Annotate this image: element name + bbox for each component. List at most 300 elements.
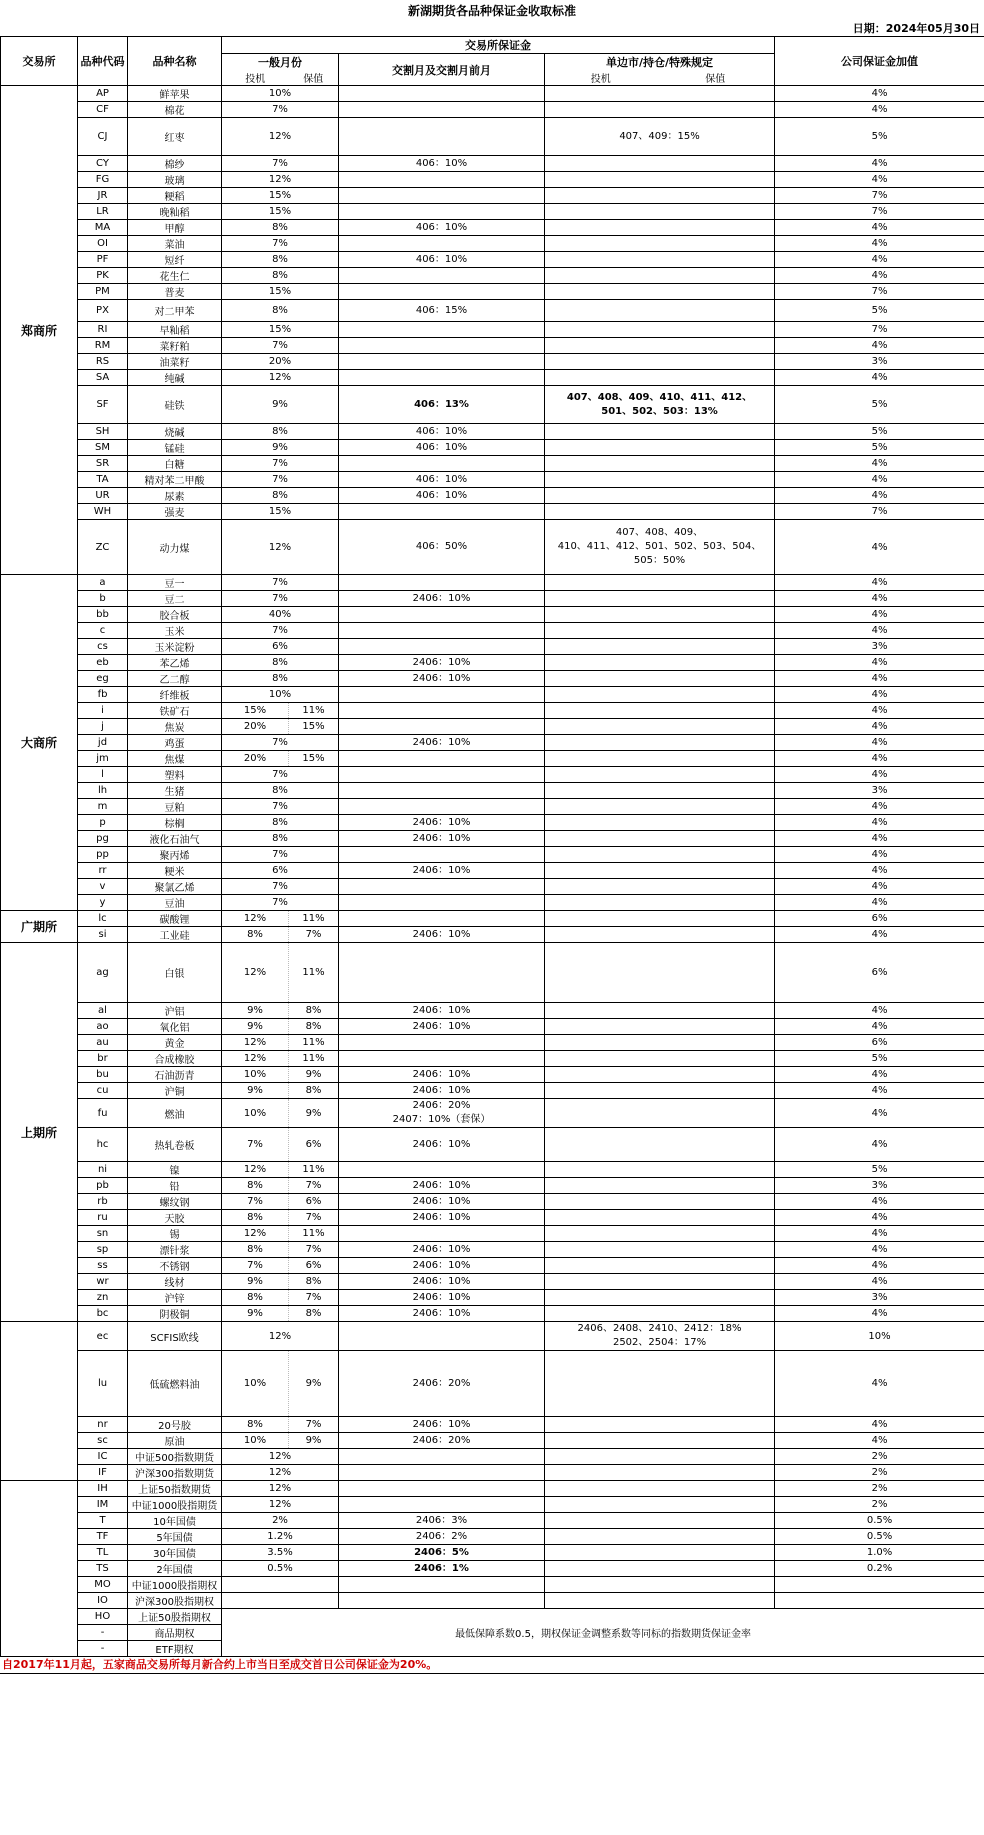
code-cell: ag bbox=[78, 943, 128, 1003]
delivery-margin-cell bbox=[339, 504, 545, 520]
general-margin-cell: 15% bbox=[222, 322, 339, 338]
table-row bbox=[1, 1351, 984, 1417]
table-row bbox=[1, 1433, 984, 1449]
company-add-cell: 0.5% bbox=[775, 1513, 984, 1529]
header-spec-2: 投机 bbox=[545, 70, 657, 86]
delivery-margin-cell bbox=[339, 1035, 545, 1051]
code-cell: y bbox=[78, 895, 128, 911]
code-cell: RI bbox=[78, 322, 128, 338]
name-cell: 沪深300股指期权 bbox=[128, 1593, 222, 1609]
general-margin-cell: 15% bbox=[222, 188, 339, 204]
company-add-cell: 2% bbox=[775, 1481, 984, 1497]
hedge-margin-cell: 7% bbox=[289, 927, 339, 943]
code-cell: sn bbox=[78, 1226, 128, 1242]
code-cell: b bbox=[78, 591, 128, 607]
code-cell: ss bbox=[78, 1258, 128, 1274]
special-rule-cell bbox=[545, 370, 775, 386]
name-cell: 漂针浆 bbox=[128, 1242, 222, 1258]
code-cell: si bbox=[78, 927, 128, 943]
general-margin-cell: 12% bbox=[222, 1465, 339, 1481]
company-add-cell: 4% bbox=[775, 719, 984, 735]
company-add-cell: 4% bbox=[775, 1258, 984, 1274]
delivery-margin-cell bbox=[339, 767, 545, 783]
delivery-margin-cell: 406：10% bbox=[339, 440, 545, 456]
spec-margin-cell: 12% bbox=[222, 1162, 289, 1178]
header-general-month: 一般月份 bbox=[222, 54, 339, 71]
spec-margin-cell: 10% bbox=[222, 1099, 289, 1128]
company-add-cell: 4% bbox=[775, 1003, 984, 1019]
special-rule-cell bbox=[545, 102, 775, 118]
company-add-cell: 4% bbox=[775, 1019, 984, 1035]
general-margin-cell: 12% bbox=[222, 520, 339, 575]
table-row bbox=[1, 751, 984, 767]
delivery-margin-cell: 2406：10% bbox=[339, 1417, 545, 1433]
special-rule-cell bbox=[545, 1513, 775, 1529]
general-margin-cell: 8% bbox=[222, 220, 339, 236]
name-cell: 2年国债 bbox=[128, 1561, 222, 1577]
name-cell: 花生仁 bbox=[128, 268, 222, 284]
code-cell: PK bbox=[78, 268, 128, 284]
delivery-margin-cell: 2406：10% bbox=[339, 1083, 545, 1099]
company-add-cell: 2% bbox=[775, 1465, 984, 1481]
special-rule-cell bbox=[545, 1274, 775, 1290]
delivery-margin-cell: 2406：10% bbox=[339, 655, 545, 671]
general-margin-cell: 8% bbox=[222, 268, 339, 284]
delivery-margin-cell: 2406：1% bbox=[339, 1561, 545, 1577]
table-row bbox=[1, 1513, 984, 1529]
table-row bbox=[1, 831, 984, 847]
general-margin-cell: 20% bbox=[222, 354, 339, 370]
company-add-cell: 4% bbox=[775, 1242, 984, 1258]
code-cell: c bbox=[78, 623, 128, 639]
special-rule-cell bbox=[545, 236, 775, 252]
company-add-cell: 3% bbox=[775, 354, 984, 370]
table-row bbox=[1, 1274, 984, 1290]
company-add-cell: 0.5% bbox=[775, 1529, 984, 1545]
table-row bbox=[1, 1417, 984, 1433]
table-row bbox=[1, 268, 984, 284]
special-rule-cell bbox=[545, 1529, 775, 1545]
code-cell: p bbox=[78, 815, 128, 831]
code-cell: au bbox=[78, 1035, 128, 1051]
special-rule-cell bbox=[545, 879, 775, 895]
name-cell: 棕榈 bbox=[128, 815, 222, 831]
code-cell: RM bbox=[78, 338, 128, 354]
special-rule-cell bbox=[545, 703, 775, 719]
spec-margin-cell: 7% bbox=[222, 1194, 289, 1210]
name-cell: 焦煤 bbox=[128, 751, 222, 767]
special-rule-cell bbox=[545, 188, 775, 204]
delivery-margin-cell bbox=[339, 751, 545, 767]
table-row bbox=[1, 639, 984, 655]
header-single-side: 单边市/持仓/特殊规定 bbox=[545, 54, 775, 71]
special-rule-cell bbox=[545, 591, 775, 607]
table-row bbox=[1, 1545, 984, 1561]
name-cell: 沪锌 bbox=[128, 1290, 222, 1306]
general-margin-cell: 0.5% bbox=[222, 1561, 339, 1577]
general-margin-cell: 15% bbox=[222, 504, 339, 520]
delivery-margin-cell: 2406：10% bbox=[339, 1258, 545, 1274]
delivery-margin-cell: 2406：5% bbox=[339, 1545, 545, 1561]
table-row bbox=[1, 687, 984, 703]
code-cell: pg bbox=[78, 831, 128, 847]
delivery-margin-cell bbox=[339, 204, 545, 220]
table-row bbox=[1, 575, 984, 591]
exchange-cell bbox=[1, 1322, 78, 1481]
name-cell: 强麦 bbox=[128, 504, 222, 520]
special-rule-cell bbox=[545, 1067, 775, 1083]
code-cell: br bbox=[78, 1051, 128, 1067]
code-cell: v bbox=[78, 879, 128, 895]
code-cell: TA bbox=[78, 472, 128, 488]
code-cell: FG bbox=[78, 172, 128, 188]
table-row bbox=[1, 1609, 984, 1625]
delivery-margin-cell: 2406：10% bbox=[339, 1019, 545, 1035]
company-add-cell: 4% bbox=[775, 488, 984, 504]
name-cell: 早籼稻 bbox=[128, 322, 222, 338]
name-cell: 玉米 bbox=[128, 623, 222, 639]
name-cell: ETF期权 bbox=[128, 1641, 222, 1657]
name-cell: 焦炭 bbox=[128, 719, 222, 735]
general-margin-cell: 8% bbox=[222, 252, 339, 268]
special-rule-cell bbox=[545, 1481, 775, 1497]
general-margin-cell: 7% bbox=[222, 847, 339, 863]
company-add-cell: 4% bbox=[775, 1274, 984, 1290]
company-add-cell: 5% bbox=[775, 1162, 984, 1178]
code-cell: AP bbox=[78, 86, 128, 102]
delivery-margin-cell: 2406：10% bbox=[339, 671, 545, 687]
name-cell: 红枣 bbox=[128, 118, 222, 156]
code-cell: PF bbox=[78, 252, 128, 268]
company-add-cell: 4% bbox=[775, 879, 984, 895]
name-cell: 锰硅 bbox=[128, 440, 222, 456]
code-cell: SM bbox=[78, 440, 128, 456]
special-rule-cell bbox=[545, 156, 775, 172]
name-cell: 油菜籽 bbox=[128, 354, 222, 370]
general-margin-cell bbox=[222, 1593, 339, 1609]
hedge-margin-cell: 9% bbox=[289, 1433, 339, 1449]
general-margin-cell: 12% bbox=[222, 118, 339, 156]
company-add-cell: 2% bbox=[775, 1497, 984, 1513]
delivery-margin-cell bbox=[339, 639, 545, 655]
spec-margin-cell: 7% bbox=[222, 1128, 289, 1162]
special-rule-cell bbox=[545, 671, 775, 687]
name-cell: 合成橡胶 bbox=[128, 1051, 222, 1067]
special-rule-cell bbox=[545, 687, 775, 703]
delivery-margin-cell bbox=[339, 799, 545, 815]
company-add-cell: 4% bbox=[775, 338, 984, 354]
delivery-margin-cell: 2406：10% bbox=[339, 1003, 545, 1019]
code-cell: jm bbox=[78, 751, 128, 767]
general-margin-cell: 6% bbox=[222, 863, 339, 879]
special-rule-cell bbox=[545, 1545, 775, 1561]
table-row bbox=[1, 1128, 984, 1162]
code-cell: rr bbox=[78, 863, 128, 879]
code-cell: SA bbox=[78, 370, 128, 386]
company-add-cell: 4% bbox=[775, 86, 984, 102]
name-cell: 豆油 bbox=[128, 895, 222, 911]
table-row bbox=[1, 1465, 984, 1481]
name-cell: 菜油 bbox=[128, 236, 222, 252]
table-row bbox=[1, 895, 984, 911]
code-cell: j bbox=[78, 719, 128, 735]
company-add-cell: 1.0% bbox=[775, 1545, 984, 1561]
table-row bbox=[1, 1210, 984, 1226]
spec-margin-cell: 8% bbox=[222, 1417, 289, 1433]
table-row bbox=[1, 607, 984, 623]
general-margin-cell: 12% bbox=[222, 370, 339, 386]
code-cell: lc bbox=[78, 911, 128, 927]
name-cell: 线材 bbox=[128, 1274, 222, 1290]
spec-margin-cell: 10% bbox=[222, 1351, 289, 1417]
general-margin-cell: 8% bbox=[222, 488, 339, 504]
special-rule-cell bbox=[545, 268, 775, 284]
code-cell: nr bbox=[78, 1417, 128, 1433]
special-rule-cell bbox=[545, 1099, 775, 1128]
company-add-cell: 4% bbox=[775, 1351, 984, 1417]
table-row bbox=[1, 847, 984, 863]
delivery-margin-cell: 406：10% bbox=[339, 424, 545, 440]
special-rule-cell bbox=[545, 1290, 775, 1306]
code-cell: T bbox=[78, 1513, 128, 1529]
special-rule-cell bbox=[545, 252, 775, 268]
header-spec: 投机 bbox=[222, 70, 289, 86]
table-row bbox=[1, 863, 984, 879]
company-add-cell bbox=[775, 1593, 984, 1609]
table-row bbox=[1, 354, 984, 370]
code-cell: fu bbox=[78, 1099, 128, 1128]
name-cell: 螺纹钢 bbox=[128, 1194, 222, 1210]
general-margin-cell: 7% bbox=[222, 456, 339, 472]
special-rule-cell bbox=[545, 575, 775, 591]
general-margin-cell: 9% bbox=[222, 386, 339, 424]
delivery-margin-cell: 2406：3% bbox=[339, 1513, 545, 1529]
table-row bbox=[1, 1242, 984, 1258]
name-cell: 聚丙烯 bbox=[128, 847, 222, 863]
exchange-cell: 上期所 bbox=[1, 943, 78, 1322]
company-add-cell: 4% bbox=[775, 1417, 984, 1433]
name-cell: 塑料 bbox=[128, 767, 222, 783]
name-cell: 氧化铝 bbox=[128, 1019, 222, 1035]
code-cell: wr bbox=[78, 1274, 128, 1290]
code-cell: IC bbox=[78, 1449, 128, 1465]
code-cell: bu bbox=[78, 1067, 128, 1083]
special-rule-cell bbox=[545, 847, 775, 863]
general-margin-cell: 12% bbox=[222, 1322, 339, 1351]
table-row bbox=[1, 220, 984, 236]
special-rule-cell bbox=[545, 456, 775, 472]
delivery-margin-cell bbox=[339, 879, 545, 895]
company-add-cell: 4% bbox=[775, 1194, 984, 1210]
name-cell: 玉米淀粉 bbox=[128, 639, 222, 655]
special-rule-cell bbox=[545, 220, 775, 236]
general-margin-cell: 8% bbox=[222, 783, 339, 799]
company-add-cell: 4% bbox=[775, 815, 984, 831]
delivery-margin-cell bbox=[339, 1162, 545, 1178]
code-cell: m bbox=[78, 799, 128, 815]
delivery-margin-cell: 2406：10% bbox=[339, 1242, 545, 1258]
table-row bbox=[1, 456, 984, 472]
company-add-cell: 4% bbox=[775, 1067, 984, 1083]
table-row bbox=[1, 799, 984, 815]
special-rule-cell bbox=[545, 655, 775, 671]
special-rule-cell bbox=[545, 1003, 775, 1019]
special-rule-cell bbox=[545, 639, 775, 655]
general-margin-cell: 8% bbox=[222, 300, 339, 322]
code-cell: TF bbox=[78, 1529, 128, 1545]
special-rule-cell bbox=[545, 1242, 775, 1258]
company-add-cell: 4% bbox=[775, 799, 984, 815]
table-row bbox=[1, 1322, 984, 1351]
table-row bbox=[1, 655, 984, 671]
company-add-cell: 4% bbox=[775, 895, 984, 911]
name-cell: 对二甲苯 bbox=[128, 300, 222, 322]
company-add-cell: 0.2% bbox=[775, 1561, 984, 1577]
general-margin-cell: 7% bbox=[222, 799, 339, 815]
general-margin-cell: 15% bbox=[222, 284, 339, 300]
table-row bbox=[1, 1306, 984, 1322]
name-cell: 燃油 bbox=[128, 1099, 222, 1128]
table-row bbox=[1, 719, 984, 735]
table-row bbox=[1, 118, 984, 156]
name-cell: 动力煤 bbox=[128, 520, 222, 575]
delivery-margin-cell bbox=[339, 1051, 545, 1067]
delivery-margin-cell bbox=[339, 284, 545, 300]
delivery-margin-cell: 2406：2% bbox=[339, 1529, 545, 1545]
table-row bbox=[1, 338, 984, 354]
delivery-margin-cell bbox=[339, 1577, 545, 1593]
code-cell: cu bbox=[78, 1083, 128, 1099]
table-row bbox=[1, 1099, 984, 1128]
company-add-cell: 4% bbox=[775, 156, 984, 172]
name-cell: 玻璃 bbox=[128, 172, 222, 188]
hedge-margin-cell: 15% bbox=[289, 751, 339, 767]
header-code: 品种代码 bbox=[78, 37, 128, 86]
delivery-margin-cell bbox=[339, 575, 545, 591]
exchange-cell: 大商所 bbox=[1, 575, 78, 911]
delivery-margin-cell: 406：10% bbox=[339, 220, 545, 236]
table-row bbox=[1, 879, 984, 895]
company-add-cell: 4% bbox=[775, 591, 984, 607]
delivery-margin-cell: 2406：20% 2407：10%（套保） bbox=[339, 1099, 545, 1128]
special-rule-cell bbox=[545, 1497, 775, 1513]
company-add-cell: 4% bbox=[775, 1226, 984, 1242]
company-add-cell: 4% bbox=[775, 1128, 984, 1162]
table-row bbox=[1, 1067, 984, 1083]
company-add-cell: 4% bbox=[775, 102, 984, 118]
hedge-margin-cell: 9% bbox=[289, 1351, 339, 1417]
company-add-cell: 3% bbox=[775, 783, 984, 799]
code-cell: PX bbox=[78, 300, 128, 322]
spec-margin-cell: 9% bbox=[222, 1019, 289, 1035]
company-add-cell: 5% bbox=[775, 118, 984, 156]
table-row bbox=[1, 911, 984, 927]
delivery-margin-cell bbox=[339, 1226, 545, 1242]
special-rule-cell bbox=[545, 488, 775, 504]
header-hedge: 保值 bbox=[289, 70, 339, 86]
special-rule-cell bbox=[545, 735, 775, 751]
table-row bbox=[1, 1481, 984, 1497]
name-cell: 锡 bbox=[128, 1226, 222, 1242]
hedge-margin-cell: 9% bbox=[289, 1067, 339, 1083]
special-rule-cell bbox=[545, 607, 775, 623]
delivery-margin-cell: 406：10% bbox=[339, 472, 545, 488]
special-rule-cell bbox=[545, 504, 775, 520]
delivery-margin-cell bbox=[339, 1465, 545, 1481]
special-rule-cell bbox=[545, 623, 775, 639]
name-cell: 尿素 bbox=[128, 488, 222, 504]
name-cell: 鲜苹果 bbox=[128, 86, 222, 102]
special-rule-cell bbox=[545, 1210, 775, 1226]
special-rule-cell bbox=[545, 799, 775, 815]
hedge-margin-cell: 8% bbox=[289, 1019, 339, 1035]
spec-margin-cell: 8% bbox=[222, 1210, 289, 1226]
special-rule-cell bbox=[545, 300, 775, 322]
general-margin-cell: 6% bbox=[222, 639, 339, 655]
table-row bbox=[1, 86, 984, 102]
code-cell: zn bbox=[78, 1290, 128, 1306]
code-cell: bb bbox=[78, 607, 128, 623]
table-row bbox=[1, 703, 984, 719]
company-add-cell: 4% bbox=[775, 1306, 984, 1322]
hedge-margin-cell: 6% bbox=[289, 1194, 339, 1210]
code-cell: eb bbox=[78, 655, 128, 671]
general-margin-cell: 12% bbox=[222, 172, 339, 188]
table-row bbox=[1, 300, 984, 322]
name-cell: 低硫燃料油 bbox=[128, 1351, 222, 1417]
hedge-margin-cell: 11% bbox=[289, 911, 339, 927]
page-title: 新湖期货各品种保证金收取标准 bbox=[407, 4, 576, 18]
table-row bbox=[1, 1577, 984, 1593]
company-add-cell: 4% bbox=[775, 456, 984, 472]
hedge-margin-cell: 11% bbox=[289, 1162, 339, 1178]
delivery-margin-cell bbox=[339, 102, 545, 118]
table-row bbox=[1, 735, 984, 751]
code-cell: al bbox=[78, 1003, 128, 1019]
general-margin-cell: 7% bbox=[222, 575, 339, 591]
special-rule-cell bbox=[545, 472, 775, 488]
general-margin-cell: 7% bbox=[222, 895, 339, 911]
company-add-cell: 4% bbox=[775, 575, 984, 591]
code-cell: CF bbox=[78, 102, 128, 118]
company-add-cell: 6% bbox=[775, 911, 984, 927]
name-cell: 中证500指数期货 bbox=[128, 1449, 222, 1465]
general-margin-cell: 7% bbox=[222, 156, 339, 172]
delivery-margin-cell: 2406：10% bbox=[339, 735, 545, 751]
table-row bbox=[1, 1194, 984, 1210]
name-cell: 原油 bbox=[128, 1433, 222, 1449]
code-cell: IM bbox=[78, 1497, 128, 1513]
general-margin-cell: 15% bbox=[222, 204, 339, 220]
delivery-margin-cell bbox=[339, 188, 545, 204]
general-margin-cell: 8% bbox=[222, 655, 339, 671]
special-rule-cell bbox=[545, 911, 775, 927]
hedge-margin-cell: 11% bbox=[289, 703, 339, 719]
table-row bbox=[1, 520, 984, 575]
general-margin-cell: 7% bbox=[222, 735, 339, 751]
name-cell: 生猪 bbox=[128, 783, 222, 799]
code-cell: jd bbox=[78, 735, 128, 751]
delivery-margin-cell: 2406：20% bbox=[339, 1351, 545, 1417]
special-rule-cell: 407、408、409、 410、411、412、501、502、503、504、 505：50% bbox=[545, 520, 775, 575]
special-rule-cell bbox=[545, 1561, 775, 1577]
spec-margin-cell: 12% bbox=[222, 911, 289, 927]
general-margin-cell: 8% bbox=[222, 831, 339, 847]
company-add-cell: 4% bbox=[775, 927, 984, 943]
delivery-margin-cell bbox=[339, 1481, 545, 1497]
hedge-margin-cell: 7% bbox=[289, 1417, 339, 1433]
code-cell: l bbox=[78, 767, 128, 783]
